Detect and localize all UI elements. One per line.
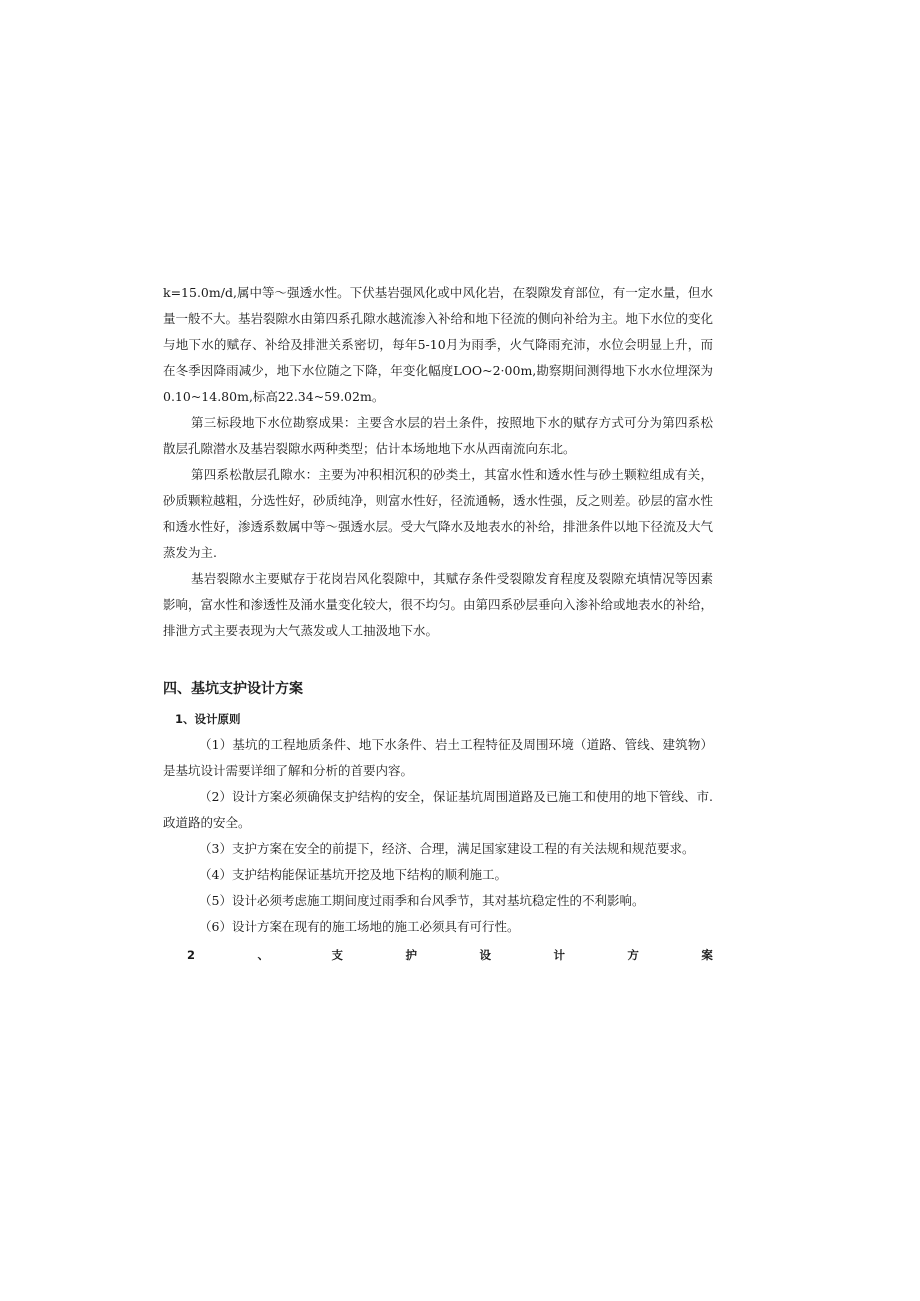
heading-char: 计 — [553, 948, 565, 962]
principle-item: （6）设计方案在现有的施工场地的施工必须具有可行性。 — [199, 919, 520, 934]
heading-char: 设 — [479, 948, 491, 962]
paragraph-quaternary-pore-water: 第四系松散层孔隙水：主要为冲积相沉积的砂类土，其富水性和透水性与砂土颗粒组成有关，砂质颗粒越粗，分选性好，砂质纯净，则富水性好，径流通畅，透水性强，反之则差。砂层的富水性和透水性好，渗透系数属中等～强透水层。受大气降水及地表水的补给，排泄条件以地下径流及大气蒸发为主. — [163, 467, 714, 560]
principle-item: （4）支护结构能保证基坑开挖及地下结构的顺利施工。 — [199, 867, 507, 882]
heading-char: 方 — [627, 948, 639, 962]
next-subsection-heading — [163, 942, 713, 968]
paragraph-third-section-survey: 第三标段地下水位勘察成果：主要含水层的岩土条件，按照地下水的赋存方式可分为第四系松散层孔隙潜水及基岩裂隙水两种类型；估计本场地地下水从西南流向东北。 — [163, 415, 713, 456]
heading-char: 护 — [405, 948, 417, 962]
heading-char: 、 — [257, 948, 269, 962]
heading-char: 案 — [701, 948, 713, 962]
paragraph-bedrock-fissure-water: 基岩裂隙水主要赋存于花岗岩风化裂隙中，其赋存条件受裂隙发育程度及裂隙充填情况等因素影响，富水性和渗透性及涌水量变化较大，很不均匀。由第四系砂层垂向入渗补给或地表水的补给，排泄方式主要表现为大气蒸发或人工抽汲地下水。 — [163, 571, 714, 638]
document-page — [163, 280, 713, 968]
section-heading: 四、基坑支护设计方案 — [163, 681, 303, 697]
principle-item: （2）设计方案必须确保支护结构的安全，保证基坑周围道路及已施工和使用的地下管线、市.政道路的安全。 — [163, 789, 713, 830]
subsection-heading: 1、设计原则 — [175, 712, 241, 726]
heading-char: 支 — [331, 948, 343, 962]
principle-item: （5）设计必须考虑施工期间度过雨季和台风季节，其对基坑稳定性的不利影响。 — [199, 893, 645, 908]
principle-item: （3）支护方案在安全的前提下，经济、合理，满足国家建设工程的有关法规和规范要求。 — [199, 841, 695, 856]
heading-char: 2 — [187, 948, 196, 962]
paragraph-groundwater-intro: k=15.0m/d,属中等～强透水性。下伏基岩强风化或中风化岩，在裂隙发育部位，有一定水量，但水量一般不大。基岩裂隙水由第四系孔隙水越流渗入补给和地下径流的侧向补给为主。地下水位的变化与地下水的赋存、补给及排泄关系密切，每年5-10月为雨季，火气降雨充沛，水位会明显上升，而在冬季因降雨减少，地下水位随之下降，年变化幅度LOO~2·00m,勘察期间测得地下水水位埋深为0.10~14.80m,标高22.34~59.02m。 — [163, 285, 714, 404]
principle-item: （1）基坑的工程地质条件、地下水条件、岩土工程特征及周围环境（道路、管线、建筑物）是基坑设计需要详细了解和分析的首要内容。 — [163, 737, 713, 778]
